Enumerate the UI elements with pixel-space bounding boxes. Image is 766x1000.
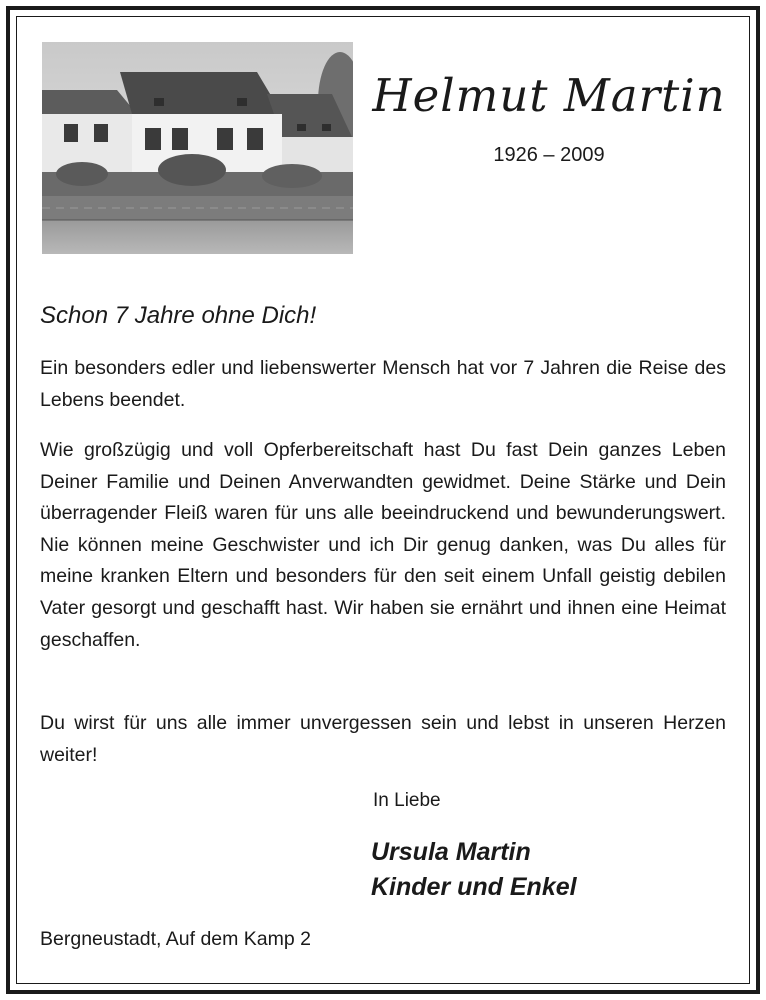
house-photo <box>42 42 353 254</box>
paragraph-1: Ein besonders edler und liebenswerter Mensch hat vor 7 Jahren die Reise des Lebens beendet. <box>40 357 726 411</box>
signature-line-2: Kinder und Enkel <box>371 873 577 901</box>
life-dates: 1926 – 2009 <box>493 144 605 166</box>
deceased-name: Helmut Martin <box>372 69 726 122</box>
address: Bergneustadt, Auf dem Kamp 2 <box>40 928 312 950</box>
memorial-heading: Schon 7 Jahre ohne Dich! <box>40 302 317 329</box>
signature-line-1: Ursula Martin <box>371 838 531 866</box>
closing-phrase: In Liebe <box>373 790 441 811</box>
paragraph-2: Wie großzügig und voll Opferbereitschaft hast Du fast Dein ganzes Leben Deiner Familie und Deinen Anverwandten gewidmet. Deine Stärke und Dein überragender Fleiß waren für uns alle beeindruckend und bewunderungswert. Nie können meine Geschwister und ich Dir genug danken, was Du alles für meine kranken Eltern und besonders für den seit einem Unfall geistig debilen Vater gesorgt und geschafft hast. Wir haben sie ernährt und ihnen eine Heimat geschaffen. <box>40 439 726 651</box>
paragraph-3: Du wirst für uns alle immer unvergessen sein und lebst in unseren Herzen weiter! <box>40 712 726 766</box>
